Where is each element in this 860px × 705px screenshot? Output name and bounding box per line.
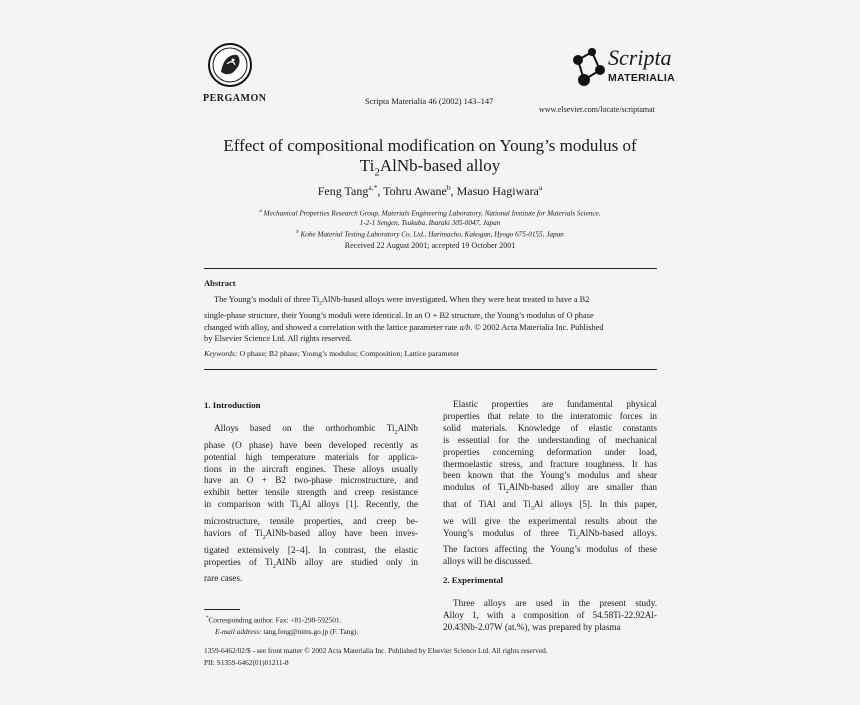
- text-line: properties concerning deformation under load,: [443, 446, 657, 457]
- abstract-body: The Young’s moduli of three $Ti_2AlNb$-based alloys were investigated. When they were heat treated to have a B2 single-phase structure, their Young’s moduli were identical. In an O + B2 structure, the Young’s modulus of O phase changed with alloy, and showed a correlation with the lattice parameter rate a/b. © 2002 Acta Materialia Inc. Published by Elsevier Science Ltd. All rights reserved.: [204, 295, 604, 344]
- text-line: Three alloys are used in the present study.: [453, 598, 657, 608]
- footnote-rule: [204, 609, 240, 610]
- text-line: been known that the Young’s modulus and shear: [443, 470, 657, 481]
- text-line: thermoelastic stress, and fracture toughness. It has: [443, 458, 657, 469]
- text-line: solid materials. Knowledge of elastic constants: [443, 422, 657, 433]
- text-line: we will give the experimental results about the: [443, 515, 657, 526]
- text-line: Young’s modulus of three $Ti_2AlNb$-based alloys.: [443, 527, 657, 541]
- text-line: Elastic properties are fundamental physical: [453, 399, 657, 409]
- divider-bottom: [204, 369, 657, 370]
- text-line: is essential for the understanding of mechanical: [443, 434, 657, 445]
- introduction-text: [204, 423, 418, 585]
- author-list: Feng Tang$^{a,*}$, Tohru Awane$^b$, Masuo Hagiwara$^a$: [317, 183, 543, 198]
- text-line: haviors of $Ti_2AlNb$-based alloy have been inves-: [204, 527, 419, 541]
- text-line: tions in the aircraft engines. These alloys usually: [204, 463, 418, 474]
- footer-pii: PII: S1359-6462(01)01211-8: [204, 657, 289, 667]
- title-line-1: Effect of compositional modification on Young’s modulus of: [223, 136, 637, 155]
- abstract-heading: Abstract: [204, 278, 236, 288]
- publisher-name: PERGAMON: [203, 93, 267, 104]
- footer-copyright: 1359-6462/02/$ - see front matter © 2002 Acta Materialia Inc. Published by Elsevier Science Ltd. All rights reserved.: [204, 646, 548, 655]
- text-line: 20.43Nb-2.07W (at.%), was prepared by plasma: [443, 621, 621, 632]
- affiliation-a: $^a$ Mechanical Properties Research Group, Materials Engineering Laboratory, National Institute for Materials Science, 1-2-1 Sengen, Tsukuba, Ibaraki 305-0047, Japan $^b$ Kobe Material Testing Laboratory Co. Ltd., Harimacho, Kakogun, Hyogo 675-0155, Japan: [259, 209, 601, 239]
- text-line: exhibit better tensile strength and creep resistance: [204, 487, 418, 498]
- keywords: Keywords: O phase; B2 phase; Young’s modulus; Composition; Lattice parameter: [204, 349, 460, 358]
- text-line: rare cases.: [204, 573, 243, 584]
- text-line: in comparison with $Ti_3Al$ alloys [1]. Recently, the: [204, 499, 418, 513]
- text-line: Alloy 1, with a composition of 54.58Ti-22.92Al-: [443, 609, 657, 620]
- text-line: modulus of $Ti_2AlNb$-based alloy are smaller than: [443, 482, 657, 496]
- text-line: The factors affecting the Young’s modulus of these: [443, 544, 657, 555]
- journal-reference: Scripta Materialia 46 (2002) 143–147: [365, 96, 494, 106]
- text-line: microstructure, tensile properties, and creep be-: [204, 516, 418, 526]
- text-line: alloys will be discussed.: [443, 556, 533, 567]
- publisher-tree-logo: [207, 42, 253, 88]
- title-line-2: $Ti_2AlNb$-based alloy: [359, 156, 501, 179]
- text-line: that of TiAl and $Ti_3Al$ alloys [5]. In this paper,: [443, 499, 658, 512]
- journal-logo-title: Scripta: [608, 45, 672, 70]
- elastic-properties-text: [443, 399, 657, 568]
- footnote: *Corresponding author. Fax: +81-298-592501. E-mail address: tang.feng@nims.go.jp (F. Tang).: [206, 615, 359, 636]
- text-line: properties of $Ti_2AlNb$ alloy are studied only in: [204, 556, 418, 570]
- text-line: have an O + B2 two-phase microstructure, and: [204, 475, 418, 486]
- journal-logo-subtitle: MATERIALIA: [608, 72, 675, 84]
- text-line: phase (O phase) have been developed recently as: [204, 439, 418, 450]
- received-dates: Received 22 August 2001; accepted 19 October 2001: [344, 241, 516, 250]
- article-title: [180, 136, 680, 182]
- journal-molecule-logo: [570, 44, 610, 96]
- section-heading-experimental: 2. Experimental: [443, 575, 504, 585]
- text-line: Alloys based on the orthorhombic $Ti_2AlNb$: [214, 423, 418, 436]
- experimental-text: [443, 598, 657, 634]
- divider-top: [204, 268, 657, 269]
- text-line: potential high temperature materials for applica-: [204, 451, 418, 462]
- journal-url: www.elsevier.com/locate/scriptamat: [539, 105, 655, 114]
- footer: [204, 645, 548, 668]
- text-line: properties that relate to the interatomic forces in: [443, 410, 657, 421]
- section-heading-introduction: 1. Introduction: [204, 400, 261, 410]
- text-line: tigated extensively [2–4]. In contrast, the elastic: [204, 544, 418, 555]
